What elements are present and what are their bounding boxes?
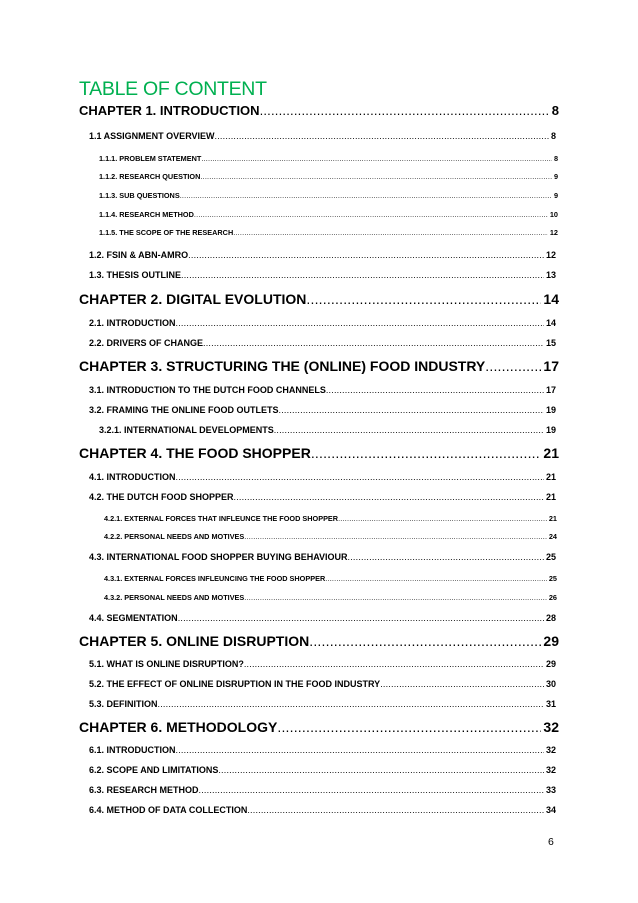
toc-entry-3-2-1[interactable] xyxy=(99,425,556,435)
toc-entry-page: 32 xyxy=(545,745,556,755)
toc-entry-page: 10 xyxy=(549,210,558,219)
toc-entry-label: 1.2. FSIN & ABN-AMRO xyxy=(89,250,189,260)
toc-entry-page: 9 xyxy=(553,191,558,200)
toc-entry-page: 29 xyxy=(545,659,556,669)
toc-leader-dots xyxy=(244,593,547,602)
toc-leader-dots xyxy=(338,514,547,523)
toc-entry-4-3-1[interactable] xyxy=(104,574,557,583)
page-number: 6 xyxy=(548,836,554,848)
toc-entry-page: 29 xyxy=(543,633,559,649)
toc-entry-label: 4.4. SEGMENTATION xyxy=(89,613,178,623)
toc-entry-page: 32 xyxy=(543,719,559,735)
toc-entry-label: CHAPTER 4. THE FOOD SHOPPER xyxy=(79,445,311,461)
toc-entry-1-1-1[interactable] xyxy=(99,154,558,163)
toc-leader-dots xyxy=(200,172,552,181)
toc-entry-label: 6.3. RESEARCH METHOD xyxy=(89,785,199,795)
toc-entry-1-1-3[interactable] xyxy=(99,191,558,200)
toc-leader-dots xyxy=(485,358,541,374)
toc-leader-dots xyxy=(348,552,544,562)
toc-entry-chapter-4[interactable] xyxy=(79,445,559,461)
toc-entry-5-3[interactable] xyxy=(89,699,556,709)
toc-leader-dots xyxy=(176,318,544,328)
toc-entry-label: 1.1.1. PROBLEM STATEMENT xyxy=(99,154,202,163)
toc-leader-dots xyxy=(279,405,544,415)
toc-entry-page: 15 xyxy=(545,338,556,348)
toc-entry-4-2-2[interactable] xyxy=(104,532,557,541)
toc-entry-label: 6.1. INTRODUCTION xyxy=(89,745,176,755)
toc-title: TABLE OF CONTENT xyxy=(79,78,267,100)
toc-entry-page: 12 xyxy=(549,228,558,237)
toc-entry-chapter-5[interactable] xyxy=(79,633,559,649)
toc-entry-page: 21 xyxy=(545,492,556,502)
toc-leader-dots xyxy=(203,338,544,348)
toc-entry-1-2[interactable] xyxy=(89,250,556,260)
toc-leader-dots xyxy=(215,131,549,141)
toc-entry-label: 4.1. INTRODUCTION xyxy=(89,472,176,482)
toc-entry-label: 5.2. THE EFFECT OF ONLINE DISRUPTION IN THE FOOD INDUSTRY xyxy=(89,679,381,689)
toc-entry-label: 1.1.4. RESEARCH METHOD xyxy=(99,210,194,219)
toc-entry-label: CHAPTER 1. INTRODUCTION xyxy=(79,103,260,118)
toc-leader-dots xyxy=(306,291,541,307)
toc-entry-label: 3.1. INTRODUCTION TO THE DUTCH FOOD CHANNELS xyxy=(89,385,326,395)
toc-leader-dots xyxy=(178,613,544,623)
toc-entry-page: 17 xyxy=(545,385,556,395)
toc-entry-6-4[interactable] xyxy=(89,805,556,815)
toc-entry-page: 14 xyxy=(545,318,556,328)
toc-leader-dots xyxy=(176,472,544,482)
toc-entry-chapter-6[interactable] xyxy=(79,719,559,735)
toc-entry-page: 31 xyxy=(545,699,556,709)
toc-entry-5-1[interactable] xyxy=(89,659,556,669)
toc-entry-label: 4.2.2. PERSONAL NEEDS AND MOTIVES xyxy=(104,532,245,541)
toc-entry-label: 6.2. SCOPE AND LIMITATIONS xyxy=(89,765,219,775)
toc-entry-page: 30 xyxy=(545,679,556,689)
toc-entry-chapter-3[interactable] xyxy=(79,358,559,374)
toc-entry-page: 13 xyxy=(545,270,556,280)
toc-entry-label: 2.2. DRIVERS OF CHANGE xyxy=(89,338,204,348)
toc-leader-dots xyxy=(199,785,544,795)
toc-entry-label: CHAPTER 5. ONLINE DISRUPTION xyxy=(79,633,310,649)
toc-entry-label: 1.1 ASSIGNMENT OVERVIEW xyxy=(89,131,215,141)
toc-entry-label: 3.2.1. INTERNATIONAL DEVELOPMENTS xyxy=(99,425,274,435)
toc-entry-page: 8 xyxy=(550,131,556,141)
toc-entry-6-1[interactable] xyxy=(89,745,556,755)
toc-entry-1-3[interactable] xyxy=(89,270,556,280)
toc-entry-2-1[interactable] xyxy=(89,318,556,328)
toc-entry-label: 6.4. METHOD OF DATA COLLECTION xyxy=(89,805,248,815)
toc-leader-dots xyxy=(380,679,544,689)
toc-entry-label: 1.1.5. THE SCOPE OF THE RESEARCH xyxy=(99,228,234,237)
toc-entry-label: 2.1. INTRODUCTION xyxy=(89,318,176,328)
toc-entry-1-1-5[interactable] xyxy=(99,228,558,237)
toc-entry-label: 1.1.2. RESEARCH QUESTION xyxy=(99,172,201,181)
toc-entry-page: 24 xyxy=(548,532,557,541)
toc-leader-dots xyxy=(309,633,541,649)
toc-entry-label: CHAPTER 2. DIGITAL EVOLUTION xyxy=(79,291,307,307)
toc-entry-page: 28 xyxy=(545,613,556,623)
toc-entry-page: 8 xyxy=(553,154,558,163)
toc-entry-label: 4.3.2. PERSONAL NEEDS AND MOTIVES xyxy=(104,593,245,602)
toc-entry-page: 19 xyxy=(545,425,556,435)
toc-entry-label: 3.2. FRAMING THE ONLINE FOOD OUTLETS xyxy=(89,405,279,415)
toc-leader-dots xyxy=(188,250,544,260)
toc-leader-dots xyxy=(181,270,544,280)
toc-entry-page: 8 xyxy=(551,103,559,118)
toc-entry-label: 4.2. THE DUTCH FOOD SHOPPER xyxy=(89,492,234,502)
toc-entry-page: 21 xyxy=(545,472,556,482)
toc-entry-4-1[interactable] xyxy=(89,472,556,482)
toc-entry-label: 4.3. INTERNATIONAL FOOD SHOPPER BUYING BEHAVIOUR xyxy=(89,552,348,562)
toc-leader-dots xyxy=(260,103,550,118)
toc-leader-dots xyxy=(311,445,542,461)
toc-entry-1-1[interactable] xyxy=(89,131,556,141)
toc-leader-dots xyxy=(244,532,547,541)
toc-leader-dots xyxy=(233,228,548,237)
toc-entry-chapter-1[interactable] xyxy=(79,103,559,118)
toc-entry-page: 32 xyxy=(545,765,556,775)
toc-leader-dots xyxy=(158,699,544,709)
toc-entry-4-2[interactable] xyxy=(89,492,556,502)
toc-entry-page: 21 xyxy=(543,445,559,461)
toc-entry-label: 5.1. WHAT IS ONLINE DISRUPTION? xyxy=(89,659,244,669)
toc-leader-dots xyxy=(201,154,552,163)
toc-entry-1-1-2[interactable] xyxy=(99,172,558,181)
toc-entry-label: 5.3. DEFINITION xyxy=(89,699,158,709)
toc-entry-page: 34 xyxy=(545,805,556,815)
toc-leader-dots xyxy=(325,574,547,583)
toc-entry-page: 25 xyxy=(548,574,557,583)
toc-entry-5-2[interactable] xyxy=(89,679,556,689)
toc-leader-dots xyxy=(234,492,544,502)
toc-entry-3-1[interactable] xyxy=(89,385,556,395)
toc-leader-dots xyxy=(326,385,544,395)
toc-leader-dots xyxy=(277,719,541,735)
toc-leader-dots xyxy=(194,210,548,219)
toc-entry-6-2[interactable] xyxy=(89,765,556,775)
toc-entry-label: 4.3.1. EXTERNAL FORCES INFLEUNCING THE FOOD SHOPPER xyxy=(104,574,326,583)
toc-entry-page: 19 xyxy=(545,405,556,415)
toc-entry-page: 33 xyxy=(545,785,556,795)
toc-entry-label: 1.3. THESIS OUTLINE xyxy=(89,270,182,280)
toc-entry-page: 17 xyxy=(543,358,559,374)
toc-entry-page: 14 xyxy=(543,291,559,307)
toc-entry-label: CHAPTER 6. METHODOLOGY xyxy=(79,719,278,735)
toc-entry-1-1-4[interactable] xyxy=(99,210,558,219)
toc-entry-page: 12 xyxy=(545,250,556,260)
toc-entry-chapter-2[interactable] xyxy=(79,291,559,307)
toc-entry-label: 4.2.1. EXTERNAL FORCES THAT INFLEUNCE THE FOOD SHOPPER xyxy=(104,514,339,523)
toc-entry-4-3[interactable] xyxy=(89,552,556,562)
toc-entry-page: 25 xyxy=(545,552,556,562)
toc-entry-page: 9 xyxy=(553,172,558,181)
toc-leader-dots xyxy=(247,805,544,815)
toc-leader-dots xyxy=(274,425,544,435)
toc-leader-dots xyxy=(180,191,552,200)
toc-entry-page: 26 xyxy=(548,593,557,602)
toc-entry-label: 1.1.3. SUB QUESTIONS xyxy=(99,191,180,200)
toc-entry-4-2-1[interactable] xyxy=(104,514,557,523)
toc-entry-4-3-2[interactable] xyxy=(104,593,557,602)
toc-entry-4-4[interactable] xyxy=(89,613,556,623)
toc-leader-dots xyxy=(218,765,544,775)
toc-entry-6-3[interactable] xyxy=(89,785,556,795)
toc-entry-label: CHAPTER 3. STRUCTURING THE (ONLINE) FOOD INDUSTRY xyxy=(79,358,486,374)
toc-entry-2-2[interactable] xyxy=(89,338,556,348)
toc-leader-dots xyxy=(176,745,544,755)
toc-entry-page: 21 xyxy=(548,514,557,523)
toc-leader-dots xyxy=(244,659,544,669)
toc-entry-3-2[interactable] xyxy=(89,405,556,415)
